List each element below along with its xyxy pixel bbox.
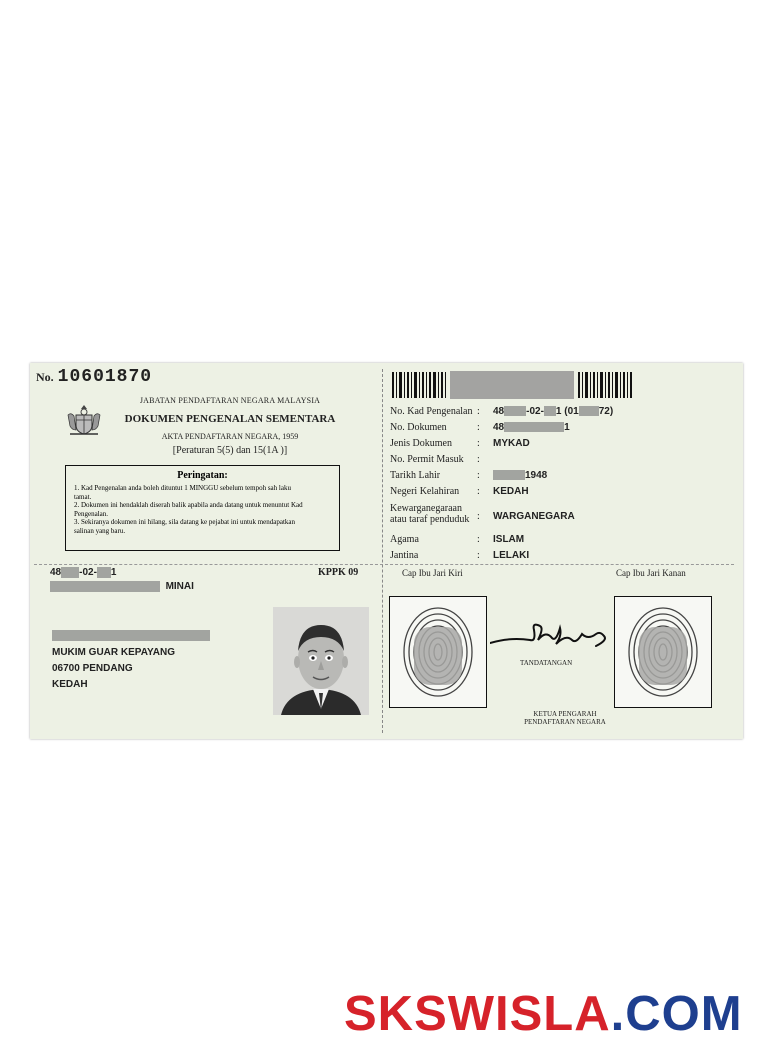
signature — [490, 619, 610, 659]
field-separator: : — [477, 470, 480, 481]
field-label: No. Dokumen — [390, 422, 447, 433]
fingerprint-icon — [390, 597, 486, 707]
field-label: Jantina — [390, 550, 419, 561]
warning-title: Peringatan: — [177, 470, 228, 481]
field-separator: : — [477, 511, 480, 522]
redaction — [61, 567, 79, 578]
agency-name: JABATAN PENDAFTARAN NEGARA MALAYSIA — [139, 396, 321, 405]
field-separator: : — [477, 550, 480, 561]
divider-line — [34, 564, 734, 565]
field-citizenship: WARGANEGARA — [493, 511, 575, 522]
redaction — [504, 406, 526, 416]
holder-ic-number: 48 -02- 1 — [50, 567, 117, 579]
field-label: Negeri Kelahiran — [390, 486, 460, 497]
holder-photo — [273, 607, 369, 715]
field-document-type: MYKAD — [493, 438, 530, 449]
warning-item: 2. Dokumen ini hendaklah diserah balik apabila anda datang untuk menuntut Kad Pengenalan. — [74, 501, 303, 518]
regulation-reference: [Peraturan 5(5) dan 15(1A )] — [172, 445, 288, 456]
right-thumbprint — [614, 596, 712, 708]
field-religion: ISLAM — [493, 534, 525, 545]
left-thumbprint — [389, 596, 487, 708]
field-label: Jenis Dokumen — [390, 438, 452, 449]
fingerprint-icon — [615, 597, 711, 707]
document-title: DOKUMEN PENGENALAN SEMENTARA — [124, 413, 336, 425]
redaction — [579, 406, 599, 416]
act-reference: AKTA PENDAFTARAN NEGARA, 1959 — [161, 432, 299, 441]
redaction — [50, 581, 160, 592]
temporary-id-document — [30, 363, 743, 739]
redaction — [504, 422, 564, 432]
address-line: 06700 PENDANG — [52, 663, 133, 674]
field-document-number: 48 1 — [493, 422, 570, 433]
warning-item: 1. Kad Pengenalan anda boleh dituntut 1 MINGGU sebelum tempoh sah laku tamat. — [74, 484, 291, 501]
right-thumb-label: Cap Ibu Jari Kanan — [616, 568, 686, 578]
site-watermark: SKSWISLA.COM — [344, 987, 743, 1041]
field-label: Agama — [390, 534, 419, 545]
left-thumb-label: Cap Ibu Jari Kiri — [402, 568, 463, 578]
field-label: No. Permit Masuk — [390, 454, 464, 465]
serial-value: 10601870 — [57, 367, 153, 387]
field-separator: : — [477, 406, 480, 417]
director-title: KETUA PENGARAH PENDAFTARAN NEGARA — [524, 710, 606, 726]
field-label: No. Kad Pengenalan — [390, 406, 473, 417]
serial-number — [36, 367, 152, 387]
perforation-line — [382, 369, 383, 733]
redaction — [544, 406, 556, 416]
field-separator: : — [477, 454, 480, 465]
holder-name: MINAI — [50, 581, 194, 592]
field-separator: : — [477, 422, 480, 433]
redaction — [97, 567, 111, 578]
signature-label: TANDATANGAN — [520, 659, 573, 667]
address-line: MUKIM GUAR KEPAYANG — [52, 647, 175, 658]
field-gender: LELAKI — [493, 550, 530, 561]
address-line: KEDAH — [52, 679, 88, 690]
redaction — [493, 470, 525, 480]
barcode-redaction — [450, 371, 574, 399]
field-birth-date: 1948 — [493, 470, 547, 481]
redaction — [52, 630, 210, 641]
warning-box — [65, 465, 340, 551]
field-ic-number: 48 -02- 1 (01 72) — [493, 406, 614, 417]
field-label: Tarikh Lahir — [390, 470, 441, 481]
field-separator: : — [477, 486, 480, 497]
field-label: Kewarganegaraan atau taraf penduduk — [390, 503, 470, 525]
coat-of-arms-icon — [64, 403, 104, 437]
field-separator: : — [477, 438, 480, 449]
field-separator: : — [477, 534, 480, 545]
office-code: KPPK 09 — [318, 567, 359, 578]
warning-item: 3. Sekiranya dokumen ini hilang, sila datang ke pejabat ini untuk mendapatkan salinan yang baru. — [74, 518, 296, 535]
serial-prefix: No. — [36, 370, 54, 384]
field-birth-state: KEDAH — [493, 486, 529, 497]
